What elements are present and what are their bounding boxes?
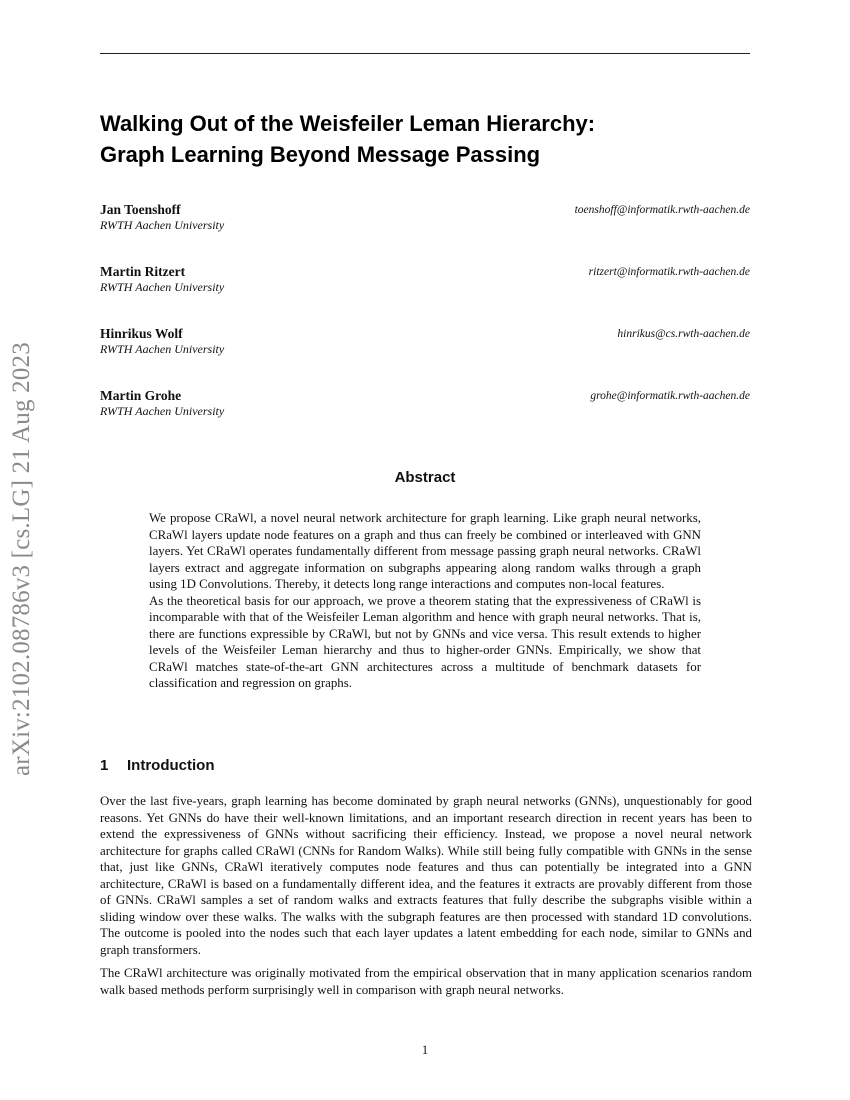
abstract-paragraph: We propose CRaWl, a novel neural network architecture for graph learning. Like graph neural networks, CRaWl layers update node features on a graph and thus can freely be combined or interleaved with GNN layers. Yet CRaWl operates fundamentally different from message passing graph neural networks. CRaWl layers extract and aggregate information on subgraphs appearing along random walks through a graph using 1D Convolutions. Thereby, it detects long range interactions and computes non-local features. <box>149 511 701 591</box>
paper-title <box>100 108 750 170</box>
author-email[interactable]: toenshoff@informatik.rwth-aachen.de <box>574 204 750 216</box>
author-affiliation: RWTH Aachen University <box>100 218 225 232</box>
introduction-body <box>100 793 752 1005</box>
author-email[interactable]: ritzert@informatik.rwth-aachen.de <box>588 266 750 278</box>
author-block <box>100 388 750 420</box>
author-block <box>100 326 750 358</box>
author-affiliation: RWTH Aachen University <box>100 342 225 356</box>
author-block <box>100 202 750 234</box>
abstract-heading: Abstract <box>394 469 456 486</box>
author-affiliation: RWTH Aachen University <box>100 404 225 418</box>
header-rule <box>100 53 750 54</box>
title-line: Graph Learning Beyond Message Passing <box>100 142 541 167</box>
section-number: 1 <box>100 757 109 774</box>
page-number: 1 <box>421 1043 429 1057</box>
section-heading <box>100 757 214 774</box>
author-email[interactable]: grohe@informatik.rwth-aachen.de <box>590 390 750 402</box>
author-name: Jan Toenshoff <box>100 202 181 217</box>
author-name: Martin Ritzert <box>100 264 186 279</box>
section-title: Introduction <box>127 757 215 774</box>
author-name: Hinrikus Wolf <box>100 326 183 341</box>
arxiv-identifier: arXiv:2102.08786v3 [cs.LG] 21 Aug 2023 <box>8 342 35 776</box>
author-name: Martin Grohe <box>100 388 182 403</box>
author-affiliation: RWTH Aachen University <box>100 280 225 294</box>
body-paragraph: Over the last five-years, graph learning has become dominated by graph neural networks (GNNs), unquestionably for good reasons. Yet GNNs do have their well-known limitations, and an important research direction in recent years has been to extend the expressiveness of GNNs without sacrificing their efficiency. Instead, we propose a novel neural network architecture for graphs called CRaWl (CNNs for Random Walks). While still being fully compatible with GNNs in the sense that, just like GNNs, CRaWl iteratively computes node features and thus can potentially be integrated into a GNN architecture, CRaWl is based on a fundamentally different idea, and the features it extracts are provably different from those of GNNs. CRaWl samples a set of random walks and extracts features that fully describe the subgraphs visible within a sliding window over these walks. The walks with the subgraph features are then processed with standard 1D convolutions. The outcome is pooled into the nodes such that each layer updates a latent embedding for each node, similar to GNNs and graph transformers. <box>100 794 752 957</box>
author-block <box>100 264 750 296</box>
abstract-body <box>149 510 701 692</box>
title-line: Walking Out of the Weisfeiler Leman Hierarchy: <box>100 111 596 136</box>
author-email[interactable]: hinrikus@cs.rwth-aachen.de <box>617 328 750 340</box>
abstract-paragraph: As the theoretical basis for our approach, we prove a theorem stating that the expressiveness of CRaWl is incomparable with that of the Weisfeiler Leman algorithm and hence with graph neural networks. That is, there are functions expressible by CRaWl, but not by GNNs and vice versa. This result extends to higher levels of the Weisfeiler Leman hierarchy and thus to higher-order GNNs. Empirically, we show that CRaWl matches state-of-the-art GNN architectures across a multitude of benchmark datasets for classification and regression on graphs. <box>149 593 701 690</box>
body-paragraph: The CRaWl architecture was originally motivated from the empirical observation that in many application scenarios random walk based methods perform surprisingly well in comparison with graph neural networks. <box>100 966 752 997</box>
